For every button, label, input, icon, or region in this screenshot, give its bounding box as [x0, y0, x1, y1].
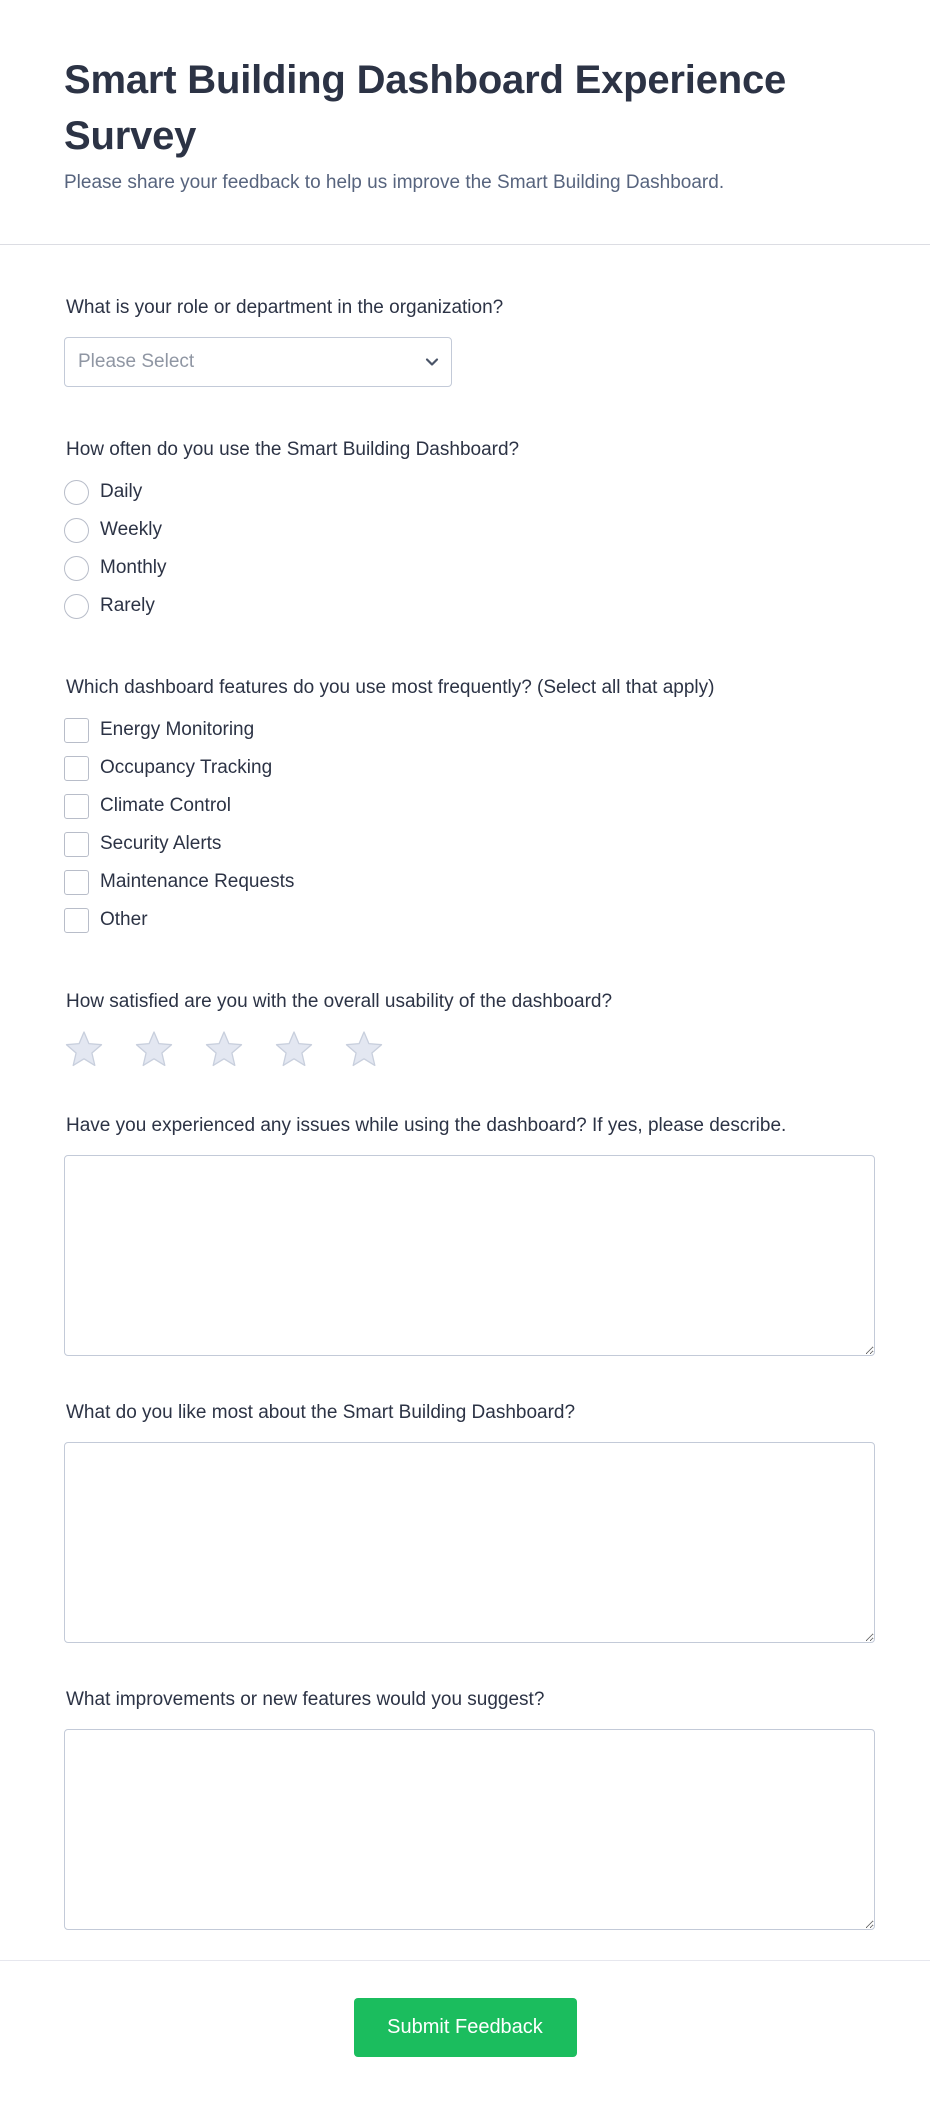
- star-icon[interactable]: [64, 1029, 104, 1069]
- option-label: Weekly: [100, 519, 162, 540]
- question-likes: [64, 1356, 866, 1643]
- option-label: Rarely: [100, 595, 155, 616]
- radio-option-rarely[interactable]: [64, 587, 866, 625]
- checkbox-option-occupancy-tracking[interactable]: [64, 749, 866, 787]
- issues-textarea[interactable]: [64, 1155, 875, 1356]
- question-label: Have you experienced any issues while using the dashboard? If yes, please describe.: [66, 1115, 787, 1136]
- checkbox[interactable]: [64, 718, 89, 743]
- option-label: Maintenance Requests: [100, 871, 295, 892]
- question-role: [64, 245, 866, 387]
- star-icon[interactable]: [204, 1029, 244, 1069]
- question-label: Which dashboard features do you use most frequently? (Select all that apply): [66, 677, 715, 698]
- radio-button[interactable]: [64, 480, 89, 505]
- star-icon[interactable]: [274, 1029, 314, 1069]
- question-features: [64, 625, 866, 939]
- checkbox-option-climate-control[interactable]: [64, 787, 866, 825]
- submit-button[interactable]: Submit Feedback: [354, 1998, 577, 2057]
- radio-button[interactable]: [64, 594, 89, 619]
- chevron-down-icon: [423, 353, 441, 371]
- option-label: Monthly: [100, 557, 167, 578]
- question-satisfaction: [64, 939, 866, 1069]
- checkbox-option-energy-monitoring[interactable]: [64, 711, 866, 749]
- question-issues: [64, 1069, 866, 1356]
- checkbox-option-security-alerts[interactable]: [64, 825, 866, 863]
- radio-button[interactable]: [64, 556, 89, 581]
- option-label: Security Alerts: [100, 833, 222, 854]
- improvements-textarea[interactable]: [64, 1729, 875, 1930]
- frequency-radio-group: [64, 473, 866, 625]
- checkbox-option-maintenance-requests[interactable]: [64, 863, 866, 901]
- question-label: What is your role or department in the organization?: [66, 297, 504, 318]
- features-checkbox-group: [64, 711, 866, 939]
- survey-form: [0, 245, 930, 1930]
- checkbox[interactable]: [64, 908, 89, 933]
- question-label: What improvements or new features would you suggest?: [66, 1689, 545, 1710]
- page-title: Smart Building Dashboard Experience Survey: [64, 58, 787, 158]
- radio-button[interactable]: [64, 518, 89, 543]
- page-subtitle: Please share your feedback to help us improve the Smart Building Dashboard.: [64, 172, 725, 193]
- checkbox[interactable]: [64, 832, 89, 857]
- question-label: How satisfied are you with the overall usability of the dashboard?: [66, 991, 613, 1012]
- option-label: Occupancy Tracking: [100, 757, 273, 778]
- checkbox[interactable]: [64, 756, 89, 781]
- question-improvements: [64, 1643, 866, 1930]
- option-label: Climate Control: [100, 795, 231, 816]
- radio-option-monthly[interactable]: [64, 549, 866, 587]
- question-label: How often do you use the Smart Building Dashboard?: [66, 439, 520, 460]
- star-icon[interactable]: [134, 1029, 174, 1069]
- checkbox[interactable]: [64, 870, 89, 895]
- option-label: Daily: [100, 481, 143, 502]
- radio-option-daily[interactable]: [64, 473, 866, 511]
- question-frequency: [64, 387, 866, 625]
- option-label: Other: [100, 909, 148, 930]
- question-label: What do you like most about the Smart Building Dashboard?: [66, 1402, 576, 1423]
- radio-option-weekly[interactable]: [64, 511, 866, 549]
- star-icon[interactable]: [344, 1029, 384, 1069]
- select-placeholder: Please Select: [78, 351, 195, 372]
- form-footer: [0, 1960, 930, 2107]
- checkbox-option-other[interactable]: [64, 901, 866, 939]
- star-rating: [64, 1029, 866, 1069]
- role-select[interactable]: [64, 337, 452, 387]
- checkbox[interactable]: [64, 794, 89, 819]
- form-header: [0, 0, 930, 245]
- option-label: Energy Monitoring: [100, 719, 255, 740]
- likes-textarea[interactable]: [64, 1442, 875, 1643]
